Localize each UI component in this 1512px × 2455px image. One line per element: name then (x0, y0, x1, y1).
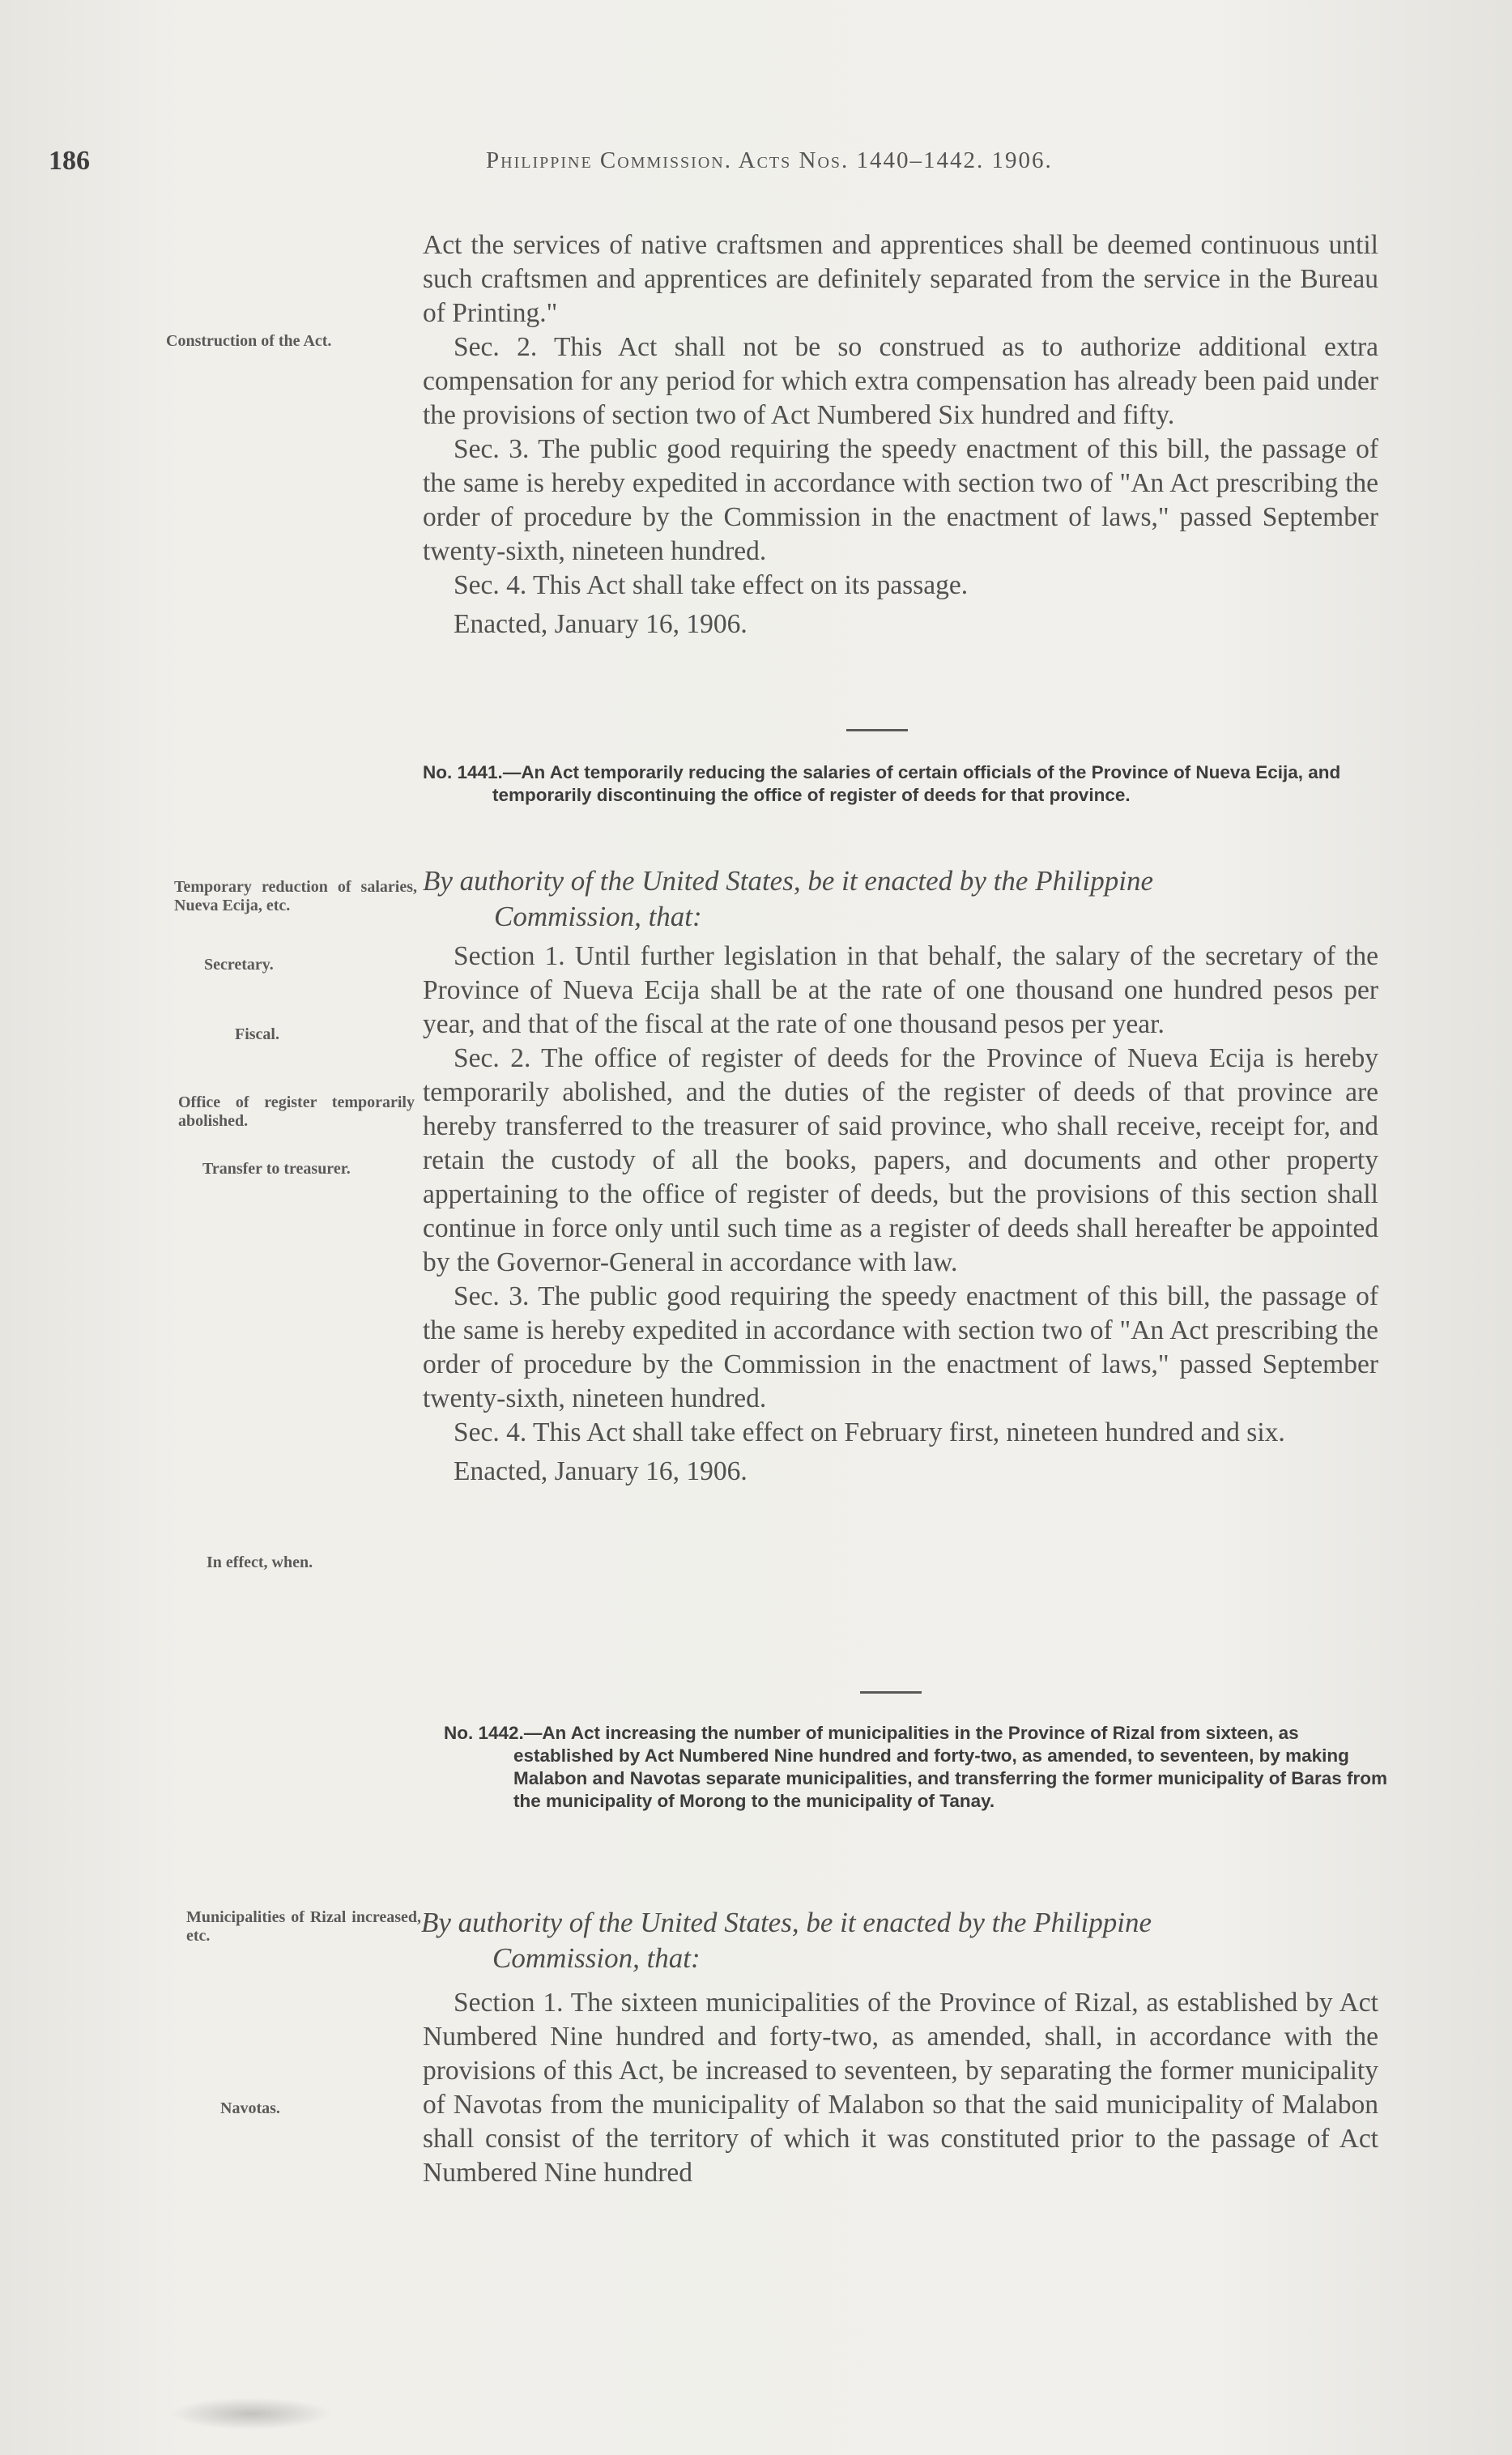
act-1441-number: No. 1441. (423, 762, 503, 782)
scan-smudge (170, 2397, 332, 2430)
margin-note-secretary: Secretary. (204, 956, 274, 974)
margin-note-temporary-reduction: Temporary reduction of salaries, Nueva Ecija, etc. (174, 878, 417, 914)
act-1441-enacting-clause (423, 863, 1378, 935)
act-1440-section-4: Sec. 4. This Act shall take effect on its passage. (454, 570, 969, 600)
act-1442-enacting-clause (421, 1905, 1377, 1976)
act-1441-enacted: Enacted, January 16, 1906. (454, 1456, 747, 1486)
act-1442-heading (444, 1722, 1387, 1813)
act-1441-heading (423, 761, 1378, 807)
act-1441-title: —An Act temporarily reducing the salaries of certain officials of the Province of Nueva Ecija, and temporarily discontinuing the office of register of deeds for that province. (492, 762, 1341, 805)
act-1441-section-1: Section 1. Until further legislation in that behalf, the salary of the secretary of the Province of Nueva Ecija shall be at the rate of one thousand one hundred pesos per year, and that of the fiscal at the rate of one thousand pesos per year. (423, 941, 1378, 1039)
running-head: Philippine Commission. Acts Nos. 1440–1442. 1906. (486, 147, 1053, 173)
margin-note-transfer: Transfer to treasurer. (202, 1160, 351, 1178)
act-1441-section-4: Sec. 4. This Act shall take effect on February first, nineteen hundred and six. (454, 1417, 1285, 1447)
act-1442-authority-line-2: Commission, that: (492, 1942, 701, 1974)
margin-note-office-register: Office of register temporarily abolished. (178, 1093, 415, 1130)
act-1440-section-3: Sec. 3. The public good requiring the speedy enactment of this bill, the passage of the same is hereby expedited in accordance with section two of "An Act prescribing the order of procedure by the Commission in the enactment of laws," passed September twenty-sixth, nineteen hundred. (423, 434, 1378, 566)
act-1441-section-3: Sec. 3. The public good requiring the speedy enactment of this bill, the passage of the same is hereby expedited in accordance with section two of "An Act prescribing the order of procedure by the Commission in the enactment of laws," passed September twenty-sixth, nineteen hundred. (423, 1281, 1378, 1413)
act-1440-paragraph-1: Act the services of native craftsmen and apprentices shall be deemed continuous until such craftsmen and apprentices are definitely separated from the service in the Bureau of Printing." (423, 230, 1378, 328)
act-1442-section-1: Section 1. The sixteen municipalities of the Province of Rizal, as established by Act Numbered Nine hundred and forty-two, as amended, shall, in accordance with the provisions of this Act, be increased to seventeen, by separating the former municipality of Navotas from the municipality of Malabon so that the said municipality of Malabon shall consist of the territory of which it was constituted prior to the passage of Act Numbered Nine hundred (423, 1988, 1378, 2188)
page-number: 186 (49, 146, 90, 176)
margin-note-in-effect: In effect, when. (207, 1554, 313, 1571)
act-1440-section-2: Sec. 2. This Act shall not be so construed as to authorize additional extra compensation for any period for which extra compensation has already been paid under the provisions of section two of Act Numbered Six hundred and fifty. (423, 332, 1378, 430)
act-1441-authority-line-1: By authority of the United States, be it enacted by the Philippine (423, 865, 1154, 897)
margin-note-fiscal: Fiscal. (235, 1025, 279, 1043)
act-1440-enacted: Enacted, January 16, 1906. (454, 609, 747, 639)
act-1440-body (423, 228, 1378, 641)
act-1442-authority-line-1: By authority of the United States, be it enacted by the Philippine (421, 1907, 1152, 1938)
margin-note-municipalities: Municipalities of Rizal increased, etc. (186, 1908, 421, 1945)
act-1442-number: No. 1442. (444, 1723, 524, 1743)
act-1441-authority-line-2: Commission, that: (494, 901, 702, 932)
act-1441-section-2: Sec. 2. The office of register of deeds for the Province of Nueva Ecija is hereby temporarily abolished, and the duties of the register of deeds of that province are hereby transferred to the treasurer of said province, who shall receive, receipt for, and retain the custody of all the books, papers, and documents and other property appertaining to the office of register of deeds, but the provisions of this section shall continue in force only until such time as a register of deeds shall hereafter be appointed by the Governor-General in accordance with law. (423, 1043, 1378, 1277)
act-1442-title: —An Act increasing the number of municipalities in the Province of Rizal from sixteen, as established by Act Numbered Nine hundred and forty-two, as amended, to seventeen, by making Malabon and Navotas separate municipalities, and transferring the former municipality of Baras from the municipality of Morong to the municipality of Tanay. (513, 1723, 1388, 1811)
margin-note-navotas: Navotas. (220, 2099, 280, 2117)
margin-note-construction: Construction of the Act. (166, 332, 332, 350)
section-divider (846, 729, 908, 731)
act-1442-body (423, 1986, 1378, 2190)
act-1441-body (423, 940, 1378, 1489)
section-divider (860, 1691, 922, 1694)
